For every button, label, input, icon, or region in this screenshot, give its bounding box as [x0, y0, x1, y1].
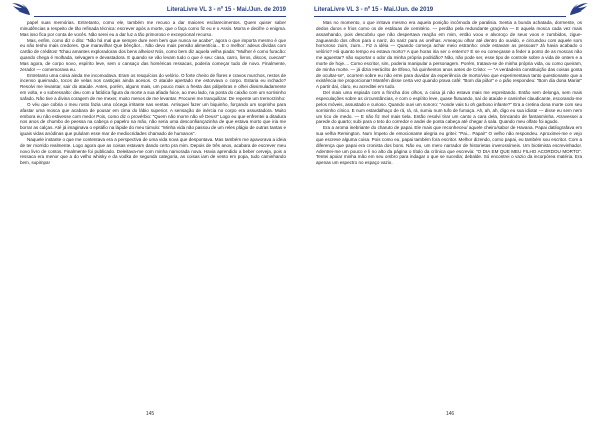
- right-body-text: [316, 20, 582, 166]
- winged-logo-icon: [4, 2, 32, 18]
- paragraph: Del mais uma espiada com a frincha dos olhos, a coisa já não estava mais me espreitando. Então sem delonga, sem mais especulações sobre as circunstâncias, e com o espírito leve, quase flutuando, saí do ataúde e caminhei claudicante, escorando-me pelos móveis, assustado e curioso. Quando ouvi um sonoro: "Aonde vais tu oh garboso infante?" Era a cretina dona morte com seu sorrisinho cínico. E num estardalhaço de rá, rá, rá, sumiu num tufo de fumaça. Ah, ah, ah, digo eu sua idiota! — disse eu sem nem um tico de medo. — E não fiz mel mais tiela. Então resolvi tirar um canto a cara dela, brincando de fantasminha. Atravessei a parede do quarto; subi para o teto do corredor e andei de ponta cabeça até chegar à sala. Quando meu olfato foi agudo.: [316, 90, 582, 125]
- running-header: LiteraLivre VL 3 - nº 15 - Mai./Jun. de 2019: [314, 4, 566, 17]
- paragraph: O véu que cobria o meu rosto fazia uma cócega irritante nas ventas. Arrisquei fazer um biquinho, forçando um soprinho para afastar uma mosca que acabara de pousar em cima do lábio superior. A sensação de inércia no corpo era assustadora. Muito embora eu não estivesse com medo! Pois, como diz o provérbio: "Quem não morre não vê Deus!" Logo eu que enfrentei a ditadura nos anos de chumbo de peessa na cabeça e papelro na mão, não seria uma desconfiançazinha de que estava morto que iria me borrar as calças. Até já imaginava o epitáfio na lápide do meu túmulo: "Minha vida não passou de um reles plágio de outras tantas e iguais vidas anódinas que pululam esse mar de mediocridades chamado de humanos".: [20, 101, 286, 137]
- left-body-text: [20, 20, 286, 166]
- paragraph: Mas no momento, o que irritava mesmo era aquela posição incômoda de paralisia. Sentia a bunda achatada, dormente, os dedos duros e frios como os de estátuas de cemitério. — perdão pela redundante graçinha — E aquela mosca cada vez mais assanhando, pois descobriu que não despertava reação em mim, então voou e alvoroço de seus voos e zumbidos, zigue-zagueando dos olhos para o nariz, do nariz para as orelhas. Ameaçou olhar até dentro do ouvido, e circundou com aquele som horroroso zuim, zuim... Fiz a idéia — Quando começa achar meio estranho: onde estavam as pessoas? Já havia acabado o velório? Há quanto tempo eu estava morto? A que horas iria ser o enterro? E se eu começasse a feder a ponto de as moscas não me aguentar? não suportar o odor da minha própria podridão? Não, não pode ser, esse tipo de controle sobre a vida de ontem e a morte de hoje.... Como escritor, sim, poderia manipular a personagem. Porém, tratava-se de minha própria vida, ou como queiram, de minha morte. — já dizia Heráclito de Éfeso, há quinhentos anos antes de Cristo: — "A verdadeira constituição das coisas gosta de ocultar-se", ocorrem sobre eu não errei para duvidar da experiência de morto/vivo que experimentava tanto questionante que a existência me proporcionar! Mantêm disse certa vez quando prava café: "Bom dia pião!" e o pião respondeu: "Bom dia dona Maria!" A partir daí, claro, eu acreditei em tudo.: [316, 20, 582, 90]
- running-header: LiteraLivre VL 3 - nº 15 - Mai./Jun. de 2019: [34, 4, 286, 17]
- paragraph: Mas, enfim, como diz o dito: "Não há mal que sempre dure nem bem que nunca se acabe", agora o que importa mesmo é que eu não tenho mais credores. Que maravilha! Que bênção!... Não devo mais pensão alimentícia... E o melhor: adeus dívidas com cartão de créditos! Tchau amantes exploradoras dos bens alheios! Nós, como bem diz aquela velha piada: "Mulher é como furacão: quando chega é molhada, selvagem e devastadora. E quando se vão levam tudo o que é seu: casa, carro, livros, discos, cuecas!" Mas agora, de corpo novo, espírito leve, sem o cansaço das homéricas ressacas, poderia começar tudo de novo. Finalmente, zerado! — comemorava eu.: [20, 37, 286, 72]
- right-page: [300, 0, 600, 424]
- winged-logo-icon: [568, 2, 596, 18]
- paragraph: papel suas memórias. Entretanto, como ele, também me recuso a dar maiores esclarecimentos. Quem quiser saber minudências a respeito de tão refinada técnica: escrever após a morte, que o faça como fiz eu e o Assis. Morra e decifre o enigma. Mas isso fica por conta de vocês. Não serei eu a dar luz a tão primoroso e excepcional recurso.: [20, 20, 286, 37]
- paragraph: Entretanto uma coisa ainda me incomodava. Eram os resquícios do velório. O forte cheiro de flores e cravos murchos, restos de incenso queimado, tocos de velas nos castiçais ainda acesos. O ataúde apertado me estorvava o corpo. Estaria eu inchado? Resolvi me levantar, sair do ataúde. Antes, porém, alguns mais, um pouco mais a fresta das pálpebras e olhei dissimuladamente em volta, e o sobressalto: deu com a fatídica figura da morte a sua afiada foice, ao meu lado, na ponta do caixão com um sorrisinho safado. Não tive a divina coragem de me mexer, muito menos de me levantar. Procurei me tranquilizar. De repente um tremorzinho:: [20, 72, 286, 101]
- paragraph: Era a aroma inebriante do charuto de papai. Ele mais que reconheceu/ aquele cheiro/sabor de Havana. Papai datilografava em sua velha Remington. Num ímpeto de emocionante alegria eu gritei: "Pai... Papai!" O velho não respondeu. Aproximei-me e vejo que escreve alguma coisa. Pois como eu, papai também fora escritor. Melhor dizendo, como papai, eu também sou escritor. Com a diferença que papai era cronista dos bons. Não eu, um mero narrador de historietas inverossímeis. Um biotimista escrevinhador. Adentrei-me um pouco e li no alto da página o título da crônica que escrevia: "O DIA EM QUE MEU FILHO ACORDOU MORTO". Tentei apoiar minha mão em seu ombro para indagar o que se sucedia; debalde. Só encontrei o vazio da incorpórea matéria. Era apenas um espectro no espaço vazio.: [316, 125, 582, 166]
- paragraph: Naquele instante o que me contentava era a perspectiva de uma vida nova que despontava. Mas também me apavorava a ideia de ter morrido realmente. Logo agora que as coisas estavam dando certo pra mim. Depois de três anos, acabara de escrever meu novo livro de contos. Finalmente foi publicado. Deleitava-me com minha namorada nova. Havia aprendido a beber cerveja, pois a ressaca era menor que a do velho whisky e da vodka de segunda categoria, as coisas iam de vento em popa, tudo caminhando bem, supimpa!: [20, 136, 286, 166]
- page-number: 146: [445, 411, 455, 417]
- page-number: 145: [145, 411, 155, 417]
